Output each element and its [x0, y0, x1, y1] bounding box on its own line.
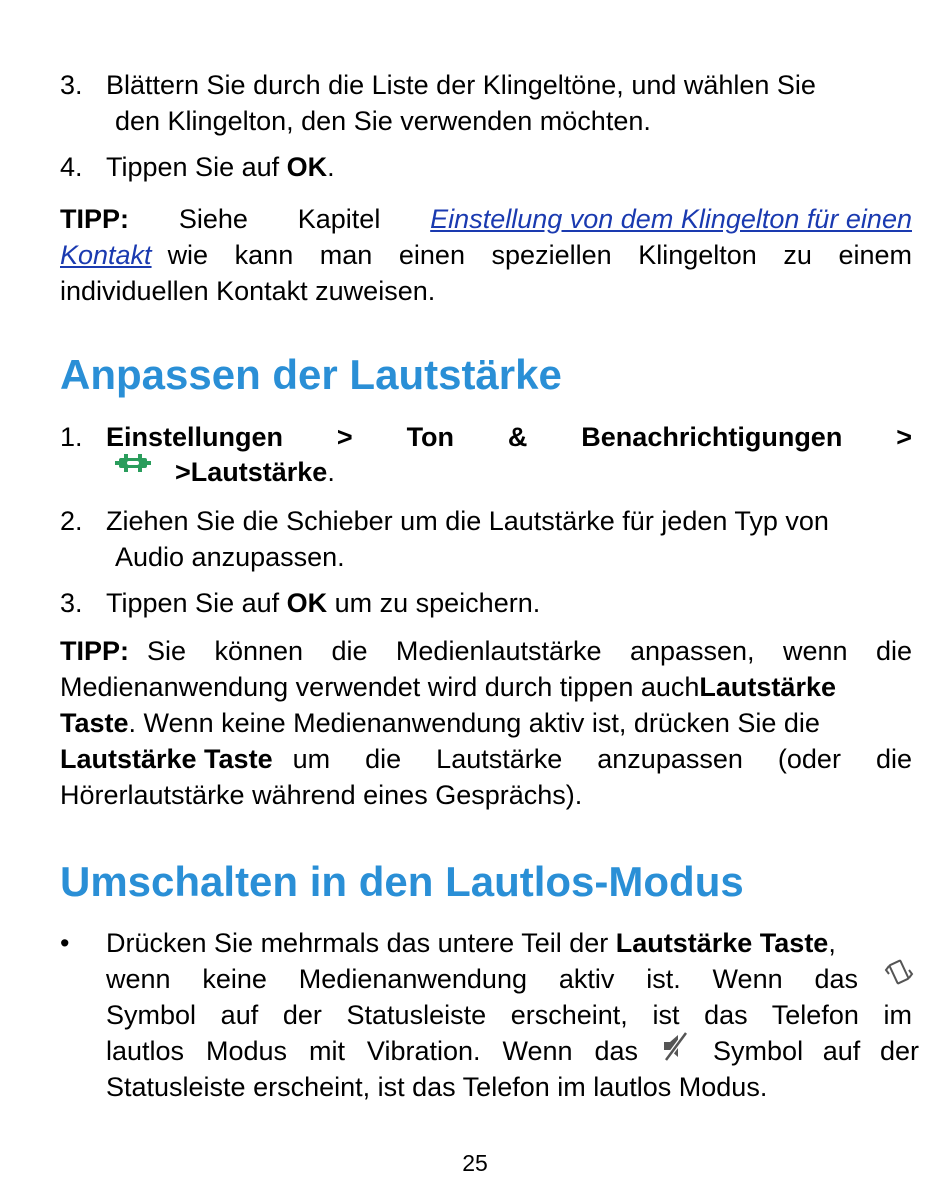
- vibrate-icon: [884, 956, 914, 988]
- tip-paragraph-line: individuellen Kontakt zuweisen.: [60, 276, 436, 306]
- step-text: Tippen Sie auf OK um zu speichern.: [106, 588, 541, 618]
- step-number: 3.: [60, 588, 83, 618]
- step-number: 1.: [60, 422, 83, 452]
- bullet-text-line: Symbol auf der Statusleiste erscheint, ist das Telefon im: [106, 1000, 912, 1030]
- tip-paragraph: TIPP: Siehe Kapitel Einstellung von dem Klingelton für einen: [60, 204, 912, 234]
- page-number: 25: [462, 1150, 488, 1176]
- step-number: 4.: [60, 152, 83, 182]
- bullet-text-line: Statusleiste erscheint, ist das Telefon im lautlos Modus.: [106, 1072, 768, 1102]
- chapter-link[interactable]: Einstellung von dem Klingelton für einen: [430, 204, 912, 234]
- bullet-text: Drücken Sie mehrmals das untere Teil der Lautstärke Taste,: [106, 928, 836, 958]
- ok-label: OK: [286, 588, 328, 618]
- chapter-link-cont[interactable]: Kontakt: [60, 240, 152, 270]
- step-number: 3.: [60, 70, 83, 100]
- tip-paragraph-line: Kontakt wie kann man einen speziellen Klingelton zu einem: [60, 240, 912, 270]
- step-text: [106, 68, 912, 102]
- tip-paragraph-line: Hörerlautstärke während eines Gesprächs).: [60, 780, 583, 810]
- tip-label: TIPP:: [60, 636, 130, 666]
- step-text-line: Blättern Sie durch die Liste der Klingeltöne, und wählen Sie: [106, 70, 816, 100]
- step-text-line: Audio anzupassen.: [115, 542, 345, 572]
- step-text-line: den Klingelton, den Sie verwenden möchten.: [115, 106, 651, 136]
- tip-paragraph: TIPP: Sie können die Medienlautstärke anpassen, wenn die: [60, 636, 912, 666]
- tip-label: TIPP:: [60, 204, 130, 234]
- bullet-text-line: lautlos Modus mit Vibration. Wenn das Symbol auf der: [106, 1034, 919, 1068]
- tip-paragraph-line: Taste. Wenn keine Medienanwendung aktiv ist, drücken Sie die: [60, 708, 820, 738]
- heading-silent-mode: Umschalten in den Lautlos-Modus: [60, 858, 744, 905]
- ok-label: OK: [286, 152, 328, 182]
- step-text: Ziehen Sie die Schieber um die Lautstärke für jeden Typ von: [106, 506, 829, 536]
- mute-icon: [658, 1030, 692, 1062]
- bullet-text-line: wenn keine Medienanwendung aktiv ist. Wenn das: [106, 962, 914, 996]
- step-text: Tippen Sie auf OK.: [106, 152, 335, 182]
- tip-paragraph-line: Lautstärke Taste um die Lautstärke anzupassen (oder die: [60, 744, 912, 774]
- settings-path: Einstellungen > Ton & Benachrichtigungen >: [106, 422, 912, 452]
- bullet: •: [60, 928, 70, 958]
- step-number: 2.: [60, 506, 83, 536]
- settings-path-line: >Lautstärke.: [115, 455, 335, 489]
- settings-gear-icon: [115, 453, 151, 473]
- heading-volume: Anpassen der Lautstärke: [60, 351, 562, 398]
- tip-paragraph-line: Medienanwendung verwendet wird durch tippen auchLautstärke: [60, 672, 836, 702]
